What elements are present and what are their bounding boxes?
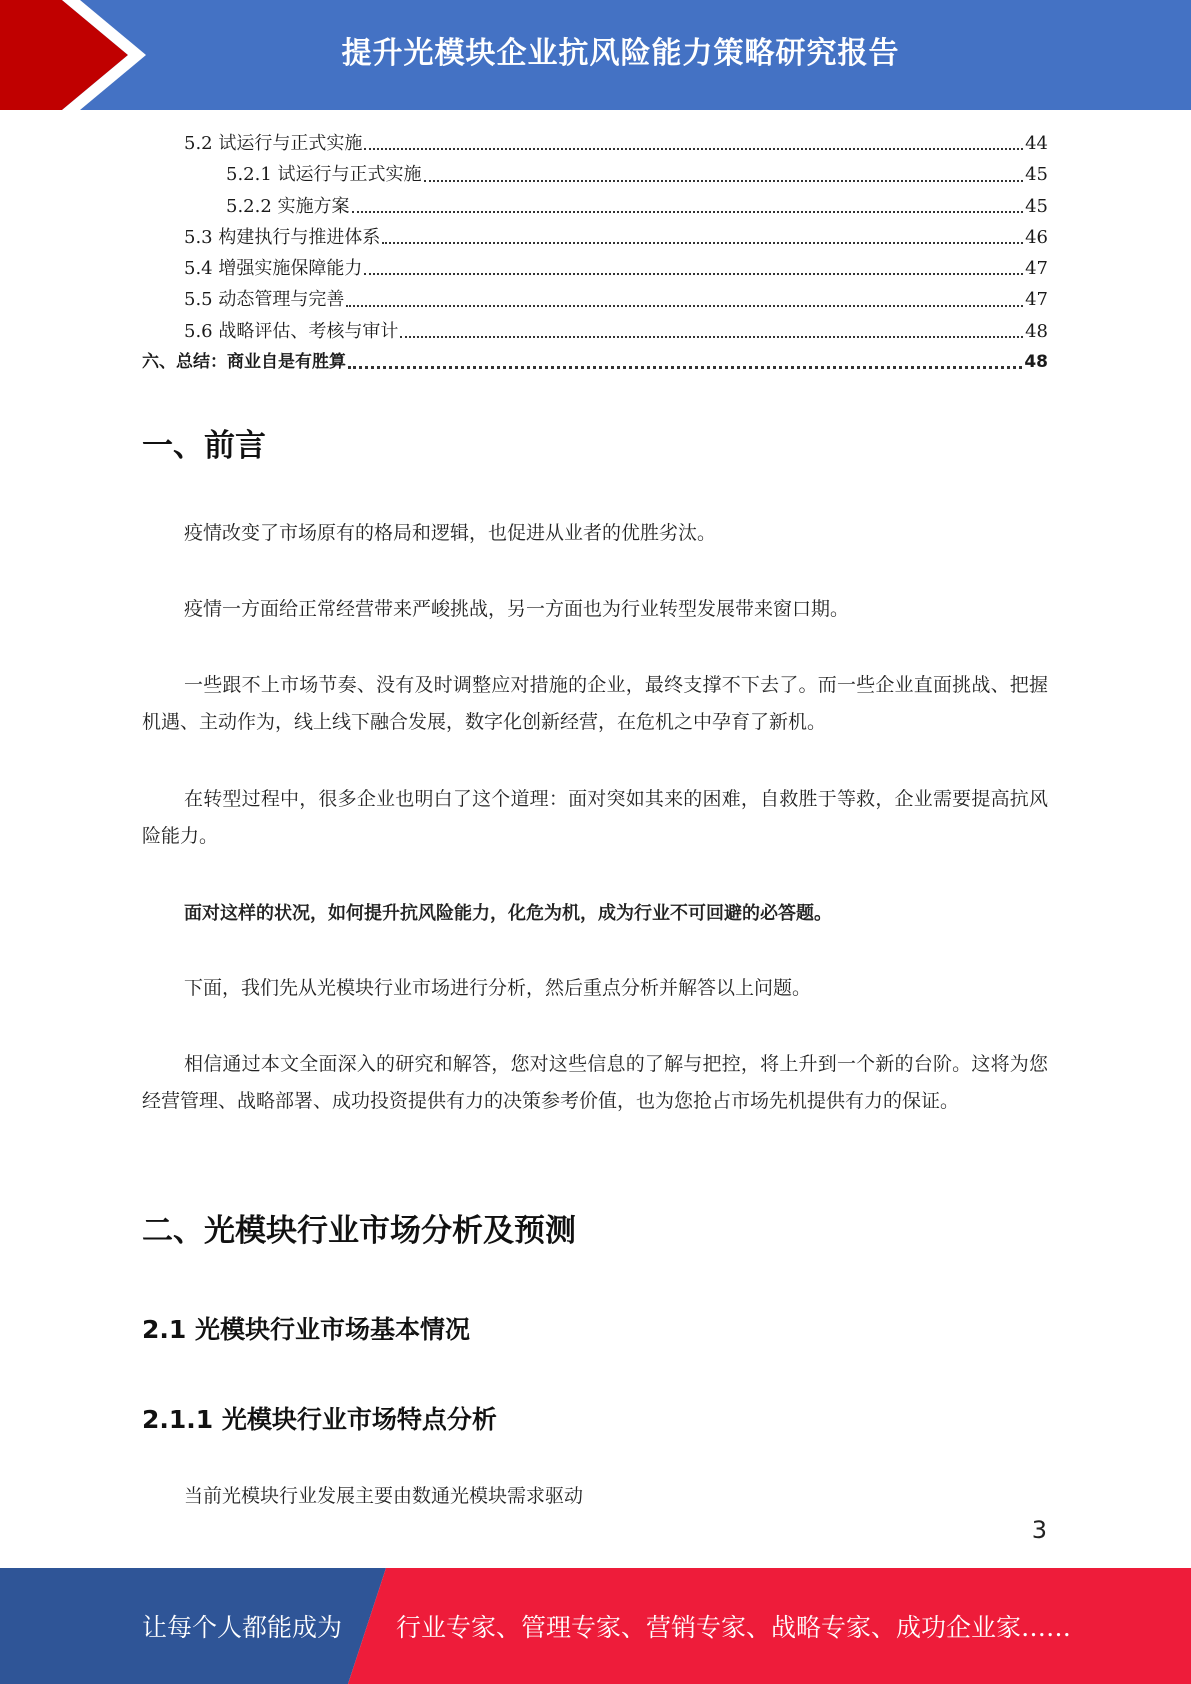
subsection-heading: 2.1 光模块行业市场基本情况 bbox=[142, 1315, 470, 1344]
toc-entry-title: 5.3 构建执行与推进体系 bbox=[184, 226, 381, 248]
paragraph: 在转型过程中，很多企业也明白了这个道理：面对突如其来的困难，自救胜于等救，企业需要提高抗风险能力。 bbox=[142, 788, 1048, 847]
paragraph: 当前光模块行业发展主要由数通光模块需求驱动 bbox=[184, 1485, 584, 1507]
toc-entry[interactable] bbox=[142, 316, 1048, 347]
toc-entry-title: 5.5 动态管理与完善 bbox=[184, 289, 345, 311]
toc-entry[interactable] bbox=[142, 191, 1048, 222]
toc-entry-page: 48 bbox=[1025, 320, 1048, 342]
toc-entry[interactable] bbox=[142, 159, 1048, 190]
paragraph: 一些跟不上市场节奏、没有及时调整应对措施的企业，最终支撑不下去了。而一些企业直面挑战、把握机遇、主动作为，线上线下融合发展，数字化创新经营，在危机之中孕育了新机。 bbox=[142, 674, 1048, 733]
toc-entry-title: 5.6 战略评估、考核与审计 bbox=[184, 320, 399, 342]
toc-dot-leader bbox=[364, 148, 1023, 150]
toc-entry-page: 47 bbox=[1025, 289, 1048, 311]
toc-entry-page: 45 bbox=[1025, 164, 1048, 186]
section-heading-preface: 一、前言 bbox=[142, 428, 266, 464]
footer-slogan-right: 行业专家、管理专家、营销专家、战略专家、成功企业家…… bbox=[396, 1613, 1072, 1642]
page-header bbox=[0, 0, 1191, 110]
toc-entry[interactable] bbox=[142, 253, 1048, 284]
paragraph: 疫情改变了市场原有的格局和逻辑，也促进从业者的优胜劣汰。 bbox=[184, 522, 717, 544]
section-heading-market-analysis: 二、光模块行业市场分析及预测 bbox=[142, 1213, 576, 1249]
toc-entry[interactable] bbox=[142, 284, 1048, 315]
report-title: 提升光模块企业抗风险能力策略研究报告 bbox=[341, 36, 900, 71]
toc-entry-page: 48 bbox=[1024, 352, 1048, 373]
table-of-contents bbox=[142, 128, 1048, 378]
toc-entry[interactable] bbox=[142, 347, 1048, 378]
paragraph: 疫情一方面给正常经营带来严峻挑战，另一方面也为行业转型发展带来窗口期。 bbox=[184, 598, 850, 620]
toc-entry-title: 5.2 试运行与正式实施 bbox=[184, 133, 363, 154]
toc-entry-title: 六、总结：商业自是有胜算 bbox=[142, 352, 346, 373]
toc-dot-leader bbox=[348, 366, 1022, 369]
emphasis-paragraph: 面对这样的状况，如何提升抗风险能力，化危为机，成为行业不可回避的必答题。 bbox=[184, 903, 832, 924]
toc-dot-leader bbox=[382, 242, 1023, 244]
toc-entry-page: 45 bbox=[1025, 195, 1048, 217]
toc-entry[interactable] bbox=[142, 222, 1048, 253]
toc-dot-leader bbox=[400, 336, 1023, 338]
subsubsection-heading: 2.1.1 光模块行业市场特点分析 bbox=[142, 1405, 497, 1434]
toc-dot-leader bbox=[364, 273, 1023, 275]
toc-dot-leader bbox=[352, 211, 1024, 213]
toc-entry-page: 47 bbox=[1025, 258, 1048, 280]
toc-entry-page: 44 bbox=[1025, 133, 1048, 154]
paragraph: 相信通过本文全面深入的研究和解答，您对这些信息的了解与把控，将上升到一个新的台阶。这将为您经营管理、战略部署、成功投资提供有力的决策参考价值，也为您抢占市场先机提供有力的保证。 bbox=[142, 1053, 1048, 1112]
toc-entry-title: 5.2.1 试运行与正式实施 bbox=[226, 164, 422, 186]
page-number: 3 bbox=[1031, 1516, 1047, 1544]
toc-entry[interactable] bbox=[142, 128, 1048, 159]
toc-dot-leader bbox=[424, 180, 1024, 182]
footer-slogan-left: 让每个人都能成为 bbox=[142, 1613, 343, 1642]
page-footer bbox=[0, 1568, 1191, 1684]
toc-entry-title: 5.2.2 实施方案 bbox=[226, 195, 350, 217]
toc-entry-title: 5.4 增强实施保障能力 bbox=[184, 258, 363, 280]
paragraph: 下面，我们先从光模块行业市场进行分析，然后重点分析并解答以上问题。 bbox=[184, 977, 812, 999]
header-chevron-icon bbox=[0, 0, 160, 110]
toc-entry-page: 46 bbox=[1025, 226, 1048, 248]
toc-dot-leader bbox=[346, 305, 1023, 307]
